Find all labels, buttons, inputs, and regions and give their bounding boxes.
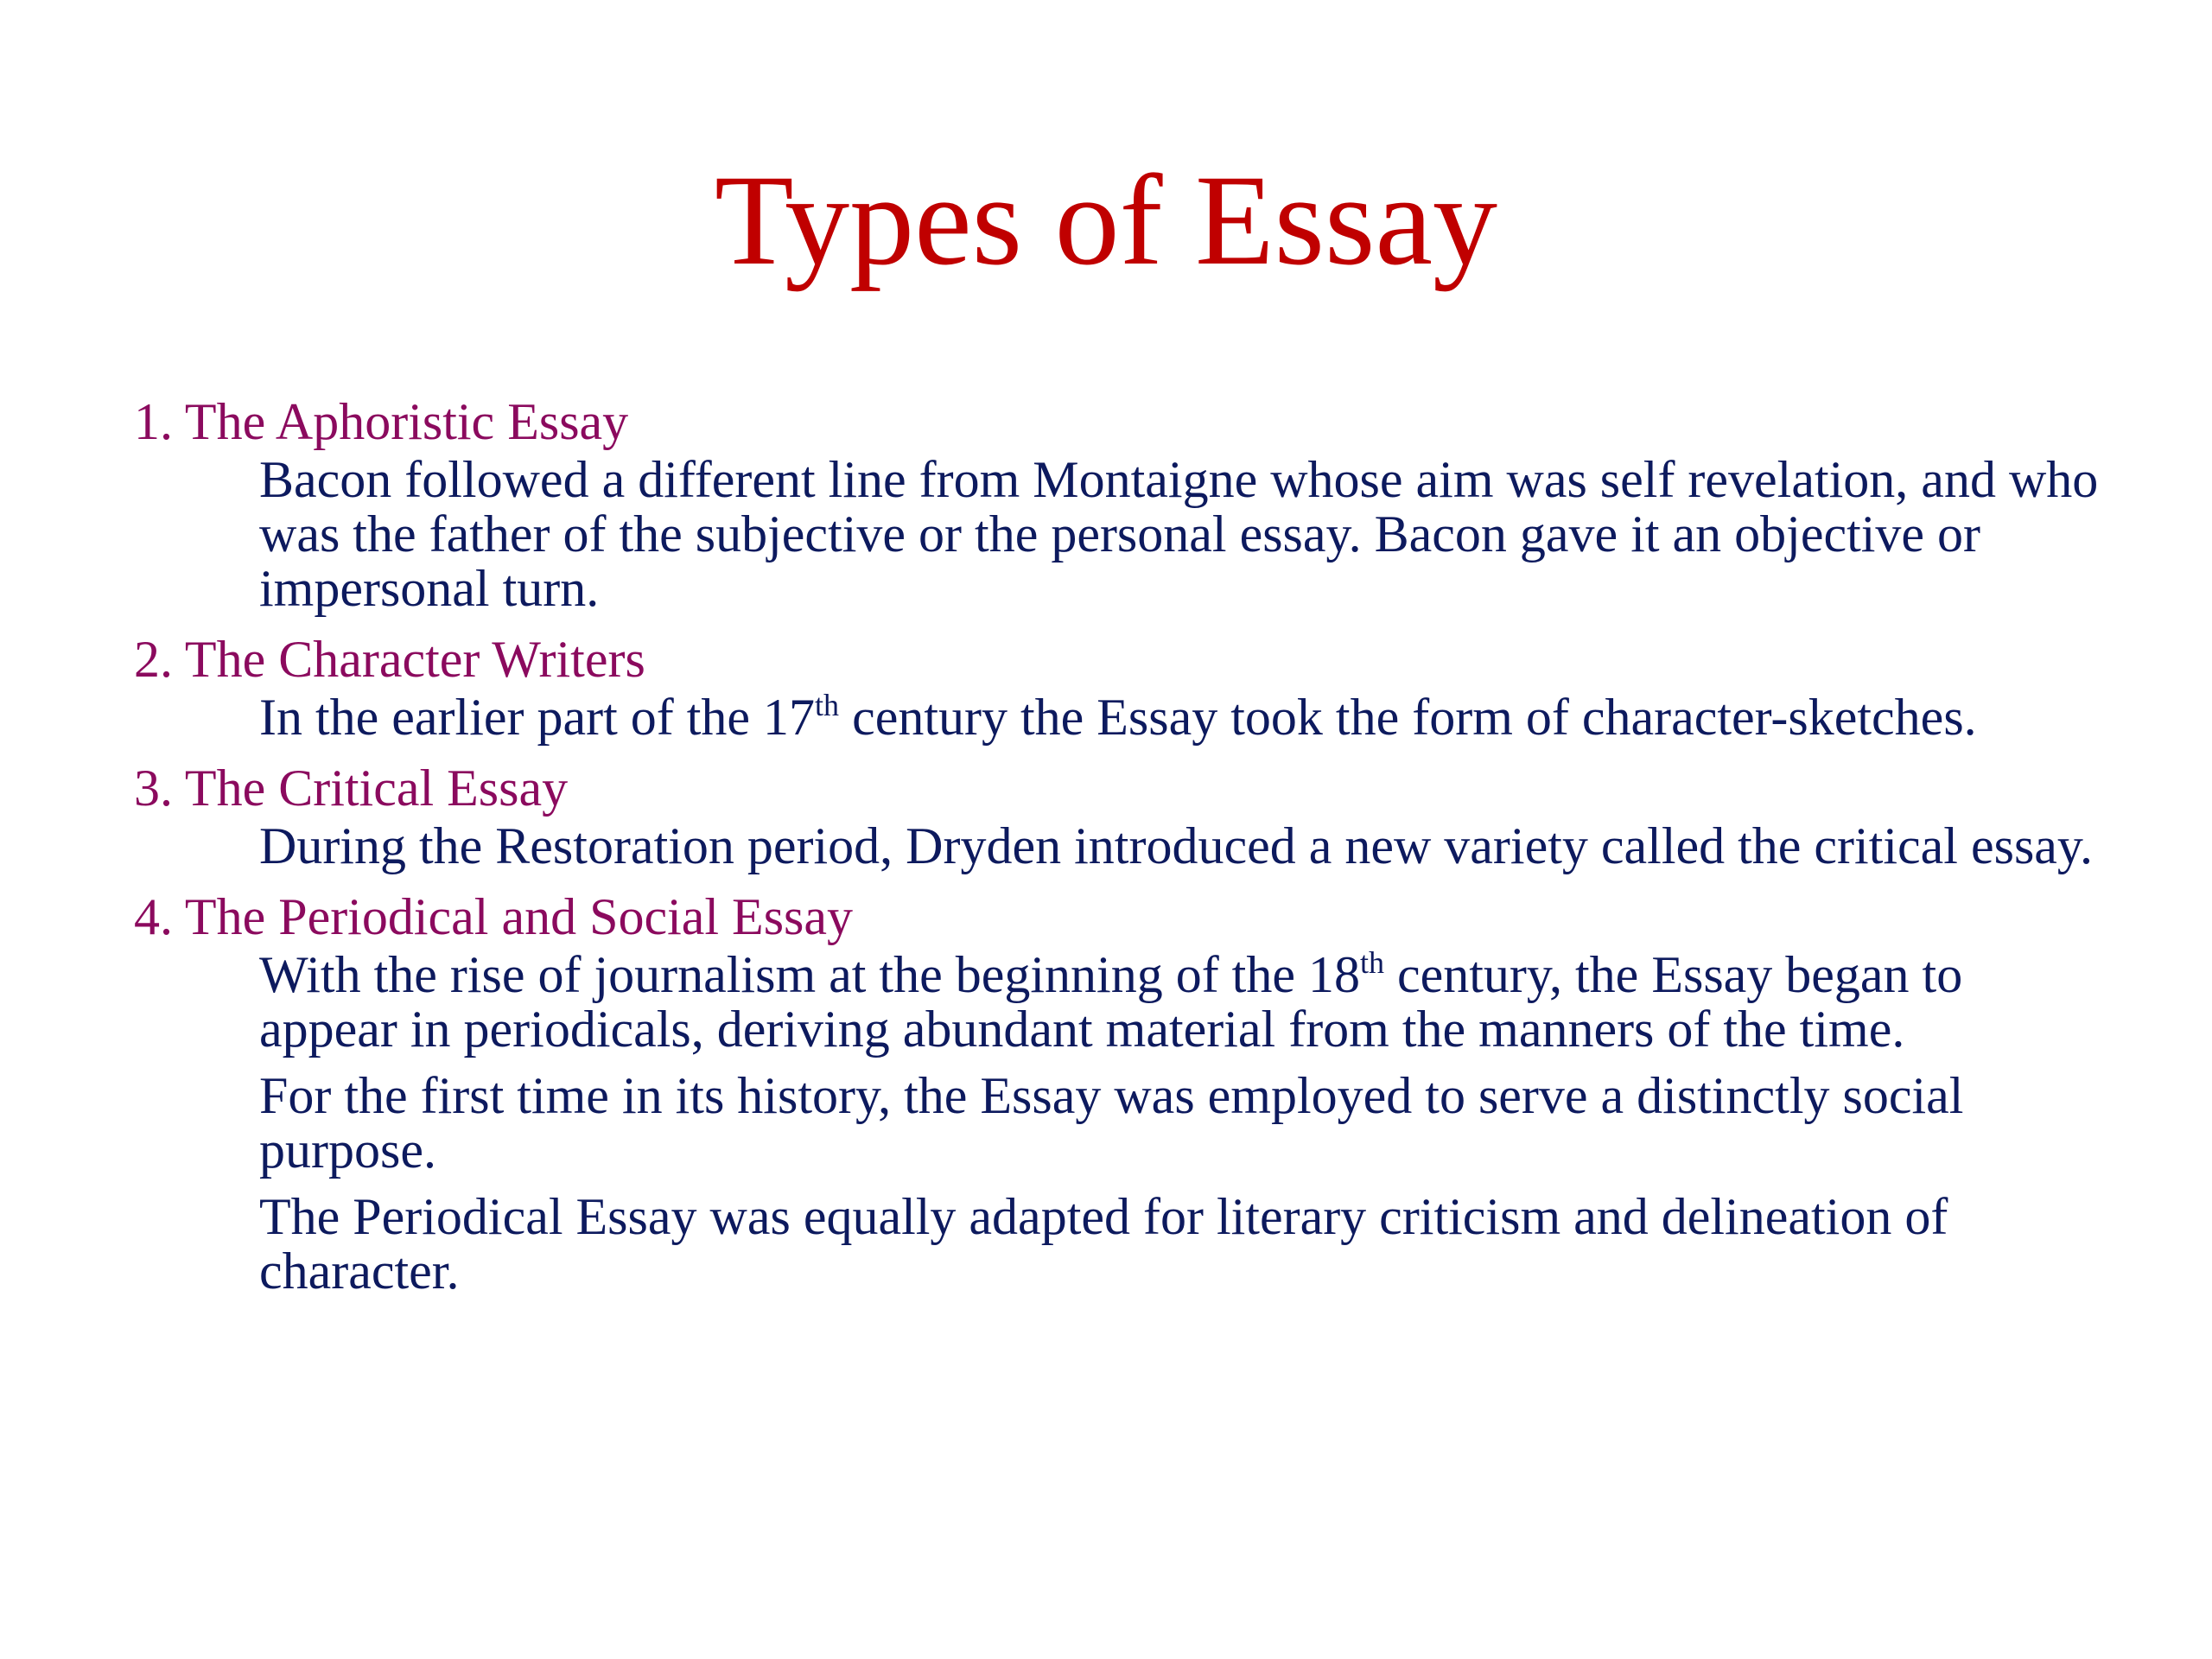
section-paragraph xyxy=(259,690,2108,745)
paragraph-text: With the rise of journalism at the beginning of the 18 xyxy=(259,946,1360,1003)
section-heading-character-writers: 2. The Character Writers xyxy=(134,631,645,688)
section-paragraph: During the Restoration period, Dryden introduced a new variety called the critical essay. xyxy=(259,817,2094,874)
paragraph-text: century, the Essay began to appear in periodicals, deriving abundant material from the manners of the time. xyxy=(259,946,1963,1058)
paragraph-text: In the earlier part of the 17 xyxy=(259,689,816,746)
section-heading-periodical-social-essay: 4. The Periodical and Social Essay xyxy=(134,888,854,945)
ordinal-superscript: th xyxy=(1359,945,1384,980)
section-paragraph: For the first time in its history, the Essay was employed to serve a distinctly social purpose. xyxy=(259,1067,1964,1179)
slide-title: Types of Essay xyxy=(714,149,1497,292)
section-heading-aphoristic-essay: 1. The Aphoristic Essay xyxy=(134,393,629,450)
section-paragraph xyxy=(259,945,2108,1058)
section-paragraph: Bacon followed a different line from Montaigne whose aim was self revelation, and who was the father of the subjective or the personal essay. Bacon gave it an objective or impersonal turn. xyxy=(259,451,2099,617)
ordinal-superscript: th xyxy=(815,688,840,722)
paragraph-text: century the Essay took the form of character-sketches. xyxy=(839,689,1977,746)
slide-content xyxy=(134,391,2121,1304)
section-heading-critical-essay: 3. The Critical Essay xyxy=(134,760,569,817)
section-paragraph: The Periodical Essay was equally adapted for literary criticism and delineation of character. xyxy=(259,1188,1948,1300)
